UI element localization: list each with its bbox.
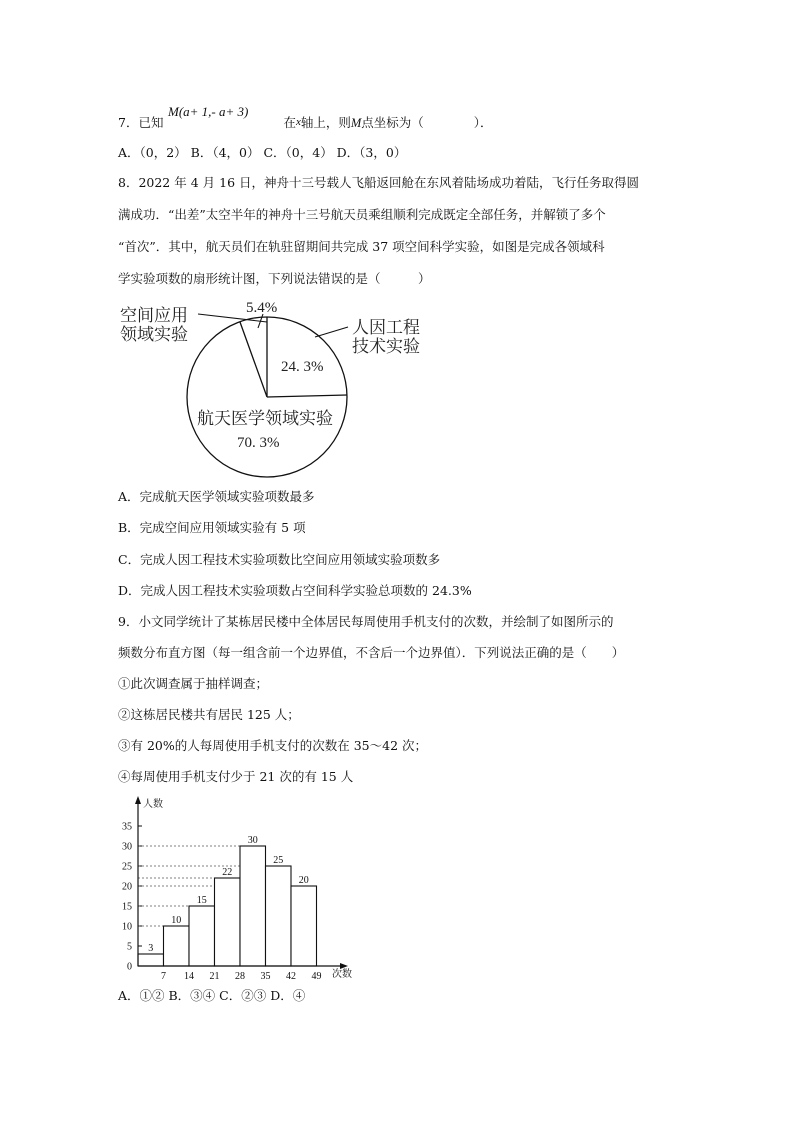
x-axis-label: 次数 xyxy=(332,969,352,980)
y-tick-label: 0 xyxy=(127,961,132,973)
y-tick-label: 15 xyxy=(122,901,132,913)
bar-value-label: 20 xyxy=(298,875,309,886)
bar-value-label: 22 xyxy=(222,867,233,878)
q7-options: A．（0，2） B．（4，0） C．（0，4） D．（3，0） xyxy=(118,145,407,160)
q8-option-a: A．完成航天医学领域实验项数最多 xyxy=(118,489,315,504)
x-tick-label: 7 xyxy=(161,971,166,982)
histogram-bar xyxy=(291,886,317,966)
bar-value-label: 25 xyxy=(273,855,284,866)
x-tick-label: 42 xyxy=(286,971,296,982)
histogram-bar xyxy=(138,954,164,966)
q8-option-d: D．完成人因工程技术实验项数占空间科学实验总项数的 24.3% xyxy=(118,583,472,598)
x-tick-label: 28 xyxy=(235,971,245,982)
pie-label-med: 航天医学领域实验 xyxy=(197,409,333,428)
y-axis-label: 人数 xyxy=(143,799,163,810)
q7-stem: 7．已知 在x轴上，则M点坐标为（ ）． xyxy=(118,115,493,130)
pie-label-human-2: 技术实验 xyxy=(352,337,420,356)
histogram-bar xyxy=(189,906,215,966)
q8-option-c: C．完成人因工程技术实验项数比空间应用领域实验项数多 xyxy=(118,552,441,567)
x-tick-label: 21 xyxy=(209,971,220,982)
leader-human xyxy=(315,327,348,337)
pie-pct-med: 70. 3% xyxy=(237,435,280,451)
histogram-bar xyxy=(215,878,241,966)
x-tick-label: 14 xyxy=(184,971,194,982)
q9-statement-1: ①此次调查属于抽样调查； xyxy=(118,676,269,691)
y-tick-label: 10 xyxy=(122,921,132,933)
pie-chart xyxy=(110,292,450,482)
bar-value-label: 10 xyxy=(171,915,182,926)
x-tick-label: 49 xyxy=(311,971,322,982)
pie-radius-space xyxy=(240,322,267,397)
bar-value-label: 3 xyxy=(148,943,154,954)
y-tick-label: 20 xyxy=(122,881,132,893)
q9-options: A．①② B．③④ C．②③ D．④ xyxy=(118,988,306,1003)
y-tick-label: 30 xyxy=(122,841,132,853)
y-tick-label: 35 xyxy=(122,821,132,833)
q9-statement-2: ②这栋居民楼共有居民 125 人； xyxy=(118,707,300,722)
histogram-chart xyxy=(110,792,370,982)
pie-label-human-1: 人因工程 xyxy=(352,318,420,337)
pie-pct-space: 5.4% xyxy=(246,300,278,316)
pie-label-space-1: 空间应用 xyxy=(120,306,188,325)
bar-value-label: 15 xyxy=(196,895,207,906)
bar-value-label: 30 xyxy=(247,835,258,846)
pie-radius-human xyxy=(267,395,347,397)
y-axis-arrow xyxy=(135,796,141,804)
histogram-bar xyxy=(266,866,292,966)
y-tick-label: 25 xyxy=(122,861,132,873)
q9-statement-4: ④每周使用手机支付少于 21 次的有 15 人 xyxy=(118,769,354,784)
q9-statement-3: ③有 20%的人每周使用手机支付的次数在 35～42 次； xyxy=(118,738,428,753)
y-tick-label: 5 xyxy=(127,941,132,953)
q9-line-1: 9．小文同学统计了某栋居民楼中全体居民每周使用手机支付的次数，并绘制了如图所示的 xyxy=(118,614,614,629)
q8-line-4: 学实验项数的扇形统计图，下列说法错误的是（ ） xyxy=(118,271,431,286)
q8-line-2: 满成功．“出差”太空半年的神舟十三号航天员乘组顺利完成既定全部任务，并解锁了多个 xyxy=(118,207,606,222)
x-tick-label: 35 xyxy=(260,971,271,982)
pie-label-space-2: 领域实验 xyxy=(120,325,188,344)
pie-pct-human: 24. 3% xyxy=(281,359,324,375)
histogram-bar xyxy=(164,926,190,966)
q7-point-expression: M(a+ 1,- a+ 3) xyxy=(168,104,249,119)
q8-line-3: “首次”．其中，航天员们在轨驻留期间共完成 37 项空间科学实验，如图是完成各领域科 xyxy=(118,239,605,254)
q8-line-1: 8．2022 年 4 月 16 日，神舟十三号载人飞船返回舱在东风着陆场成功着陆，飞行任务取得圆 xyxy=(118,175,639,190)
q8-option-b: B．完成空间应用领域实验有 5 项 xyxy=(118,520,306,535)
histogram-bar xyxy=(240,846,266,966)
q9-line-2: 频数分布直方图（每一组含前一个边界值，不含后一个边界值）．下列说法正确的是（ ） xyxy=(118,645,625,660)
